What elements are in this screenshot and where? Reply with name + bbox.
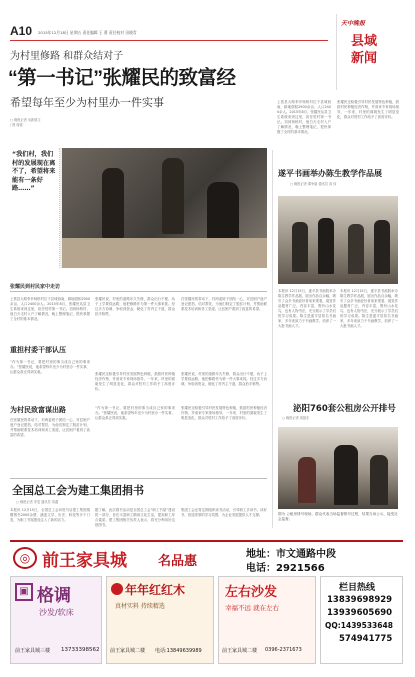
header-rule	[10, 40, 328, 41]
lead-body-col3: 在张耀民的带动下，村两委班子团结一心，对贫困户逐户登记建档，结对帮扶，为他们制定了脱贫计划，并帮助联系技术培训和务工渠道，让贫困户看到了致富的希望。	[181, 297, 267, 311]
hotline-title: 栏目热线	[339, 583, 376, 593]
bottom-body-1: 本报讯 12月15日，全国总工会向驻马店建工集团捐赠图书2000余册，涵盖文学、历史、科技等多个门类，为职工书屋建设注入了新的活力。	[10, 508, 90, 522]
photo-caption: 张耀民到村民家中走访	[10, 284, 61, 290]
lead-body-col2c: “作为第一书记，要把村里的事当成自己家的事来办。”张耀民说，他希望每年至少为村里办一件实事，让群众真正得到实惠。	[95, 406, 175, 420]
court-figure-2	[334, 445, 358, 505]
section-brand	[336, 14, 398, 90]
address-label: 地址：	[246, 549, 276, 560]
ad-area	[10, 540, 403, 670]
lead-body-col3b: 张耀民说，村里的道路年久失修，群众出行不便，孩子上学要绕远路，他把修路作为第一件大事来抓。经过多方协调，争取到资金，硬化了村内主干道，群众拍手称赞。	[181, 372, 267, 386]
lead-byline: □ 晚报记者 吴新德文 / 图 周强	[10, 118, 41, 127]
address-line	[246, 545, 336, 560]
brand3-box	[218, 576, 316, 664]
lead-body-col2b: 张耀民还积极引导村民发展特色种植，鼓励村民种植经济作物，并请来专家现场指导，一年来，村里的面貌发生了明显变化，群众对驻村工作给予了高度评价。	[95, 372, 175, 391]
lead-body-col3c: 张耀民还积极引导村民发展特色种植，鼓励村民种植经济作物，并请来专家现场指导，一年来，村里的面貌发生了明显变化，群众对驻村工作给予了高度评价。	[181, 406, 267, 420]
photo-figure-2	[162, 158, 184, 234]
brand1-store: 前王家具城三楼	[15, 648, 51, 654]
hotline-qq: QQ:1439533648	[325, 621, 393, 630]
hotline-number-1: 13839698929	[327, 595, 393, 605]
court-byline: □ 晚报记者 周振东	[282, 416, 310, 420]
bottom-byline: □ 晚报记者 李雯 通讯员 刘鑫	[16, 500, 59, 504]
column-divider	[272, 150, 273, 528]
lead-title: “第一书记”张耀民的致富经	[8, 67, 236, 89]
photo-figure-3	[207, 182, 239, 242]
lead-photo-block	[10, 148, 267, 268]
art-figure-2	[318, 218, 334, 274]
bottom-body-2: 据了解，此次捐书活动是全国总工会“职工书屋”建设的一部分，旨在丰富职工精神文化生活，提高职工综合素质。建工集团相关负责人表示，将充分利用好这批图书。	[95, 508, 175, 527]
page-code: A10	[10, 24, 33, 38]
hotline-number-2: 13939605690	[327, 608, 393, 618]
brand3-store: 前王家具城二楼	[222, 648, 258, 654]
art-figure-4	[374, 220, 390, 274]
brand3-sub: 幸福不远 就在左右	[225, 604, 280, 612]
brand1-phone: 13733398562	[61, 647, 100, 653]
lead-body-col1c: 在张耀民的带动下，村两委班子团结一心，对贫困户逐户登记建档，结对帮扶，为他们制定了脱贫计划，并帮助联系技术培训和务工渠道，让贫困户看到了致富的希望。	[10, 418, 90, 437]
court-figure-3	[370, 455, 388, 505]
phone-line	[246, 559, 325, 574]
lead-kicker: 为村里修路 和群众结对子	[10, 51, 124, 62]
hotline-number-3: 574941775	[339, 634, 393, 644]
photo-figure-1	[102, 168, 124, 238]
court-title: 泌阳760套公租房公开排号	[293, 404, 396, 414]
page-header	[10, 26, 310, 40]
right-top-text-2: 张耀民还积极引导村民发展特色种植，鼓励村民种植经济作物，并请来专家现场指导，一年来，村里的面貌发生了明显变化，群众对驻村工作给予了高度评价。	[337, 100, 399, 119]
court-figure-1	[298, 457, 316, 503]
lead-body-col2: 张耀民说，村里的道路年久失修，群众出行不便，孩子上学要绕远路，他把修路作为第一件大事来抓。经过多方协调，争取到资金，硬化了村内主干道，群众拍手称赞。	[95, 297, 175, 316]
brand2-box	[106, 576, 214, 664]
furniture-name: 前王家具城	[42, 551, 127, 570]
art-body-1: 本报讯 12月15日，遂平县书画院举办陈生教学作品展，展出作品百余幅，吸引了众多书画爱好者前来观看，展览作品题材广泛，内容丰富，既有山水花鸟，也有人物书法，充分展示了学员们的学习成果。陈生是遂平县知名书画家，多年来致力于书画教学，培养了一大批书画人才。	[278, 289, 336, 328]
art-body-2: 本报讯 12月15日，遂平县书画院举办陈生教学作品展，展出作品百余幅，吸引了众多书画爱好者前来观看，展览作品题材广泛，内容丰富，既有山水花鸟，也有人物书法，充分展示了学员们的学习成果。陈生是遂平县知名书画家，多年来致力于书画教学，培养了一大批书画人才。	[340, 289, 398, 328]
address-value: 市文通路中段	[276, 549, 336, 560]
brand3-phone: 0396-2371673	[265, 647, 302, 653]
bottom-title: 全国总工会为建工集团捐书	[12, 484, 144, 497]
lead-photo	[62, 148, 267, 268]
brand1-sub: 沙发/软床	[39, 608, 74, 617]
brand2-sub: 真材实料 持续精选	[115, 603, 165, 610]
lead-body-col1b: “作为第一书记，要把村里的事当成自己家的事来办。”张耀民说，他希望每年至少为村里办一件实事，让群众真正得到实惠。	[10, 360, 90, 374]
brand-newspaper: 天中晚报	[341, 20, 366, 27]
caption-rule	[10, 291, 267, 292]
sub-section-title-1: 重担村委干部认压	[10, 346, 66, 354]
bottom-rule	[10, 478, 267, 479]
art-figure-1	[292, 222, 308, 272]
header-meta: 2015年12月18日 星期五 责任编辑 王 曹 责任校对 田晓青	[38, 30, 137, 35]
brand2-name: 年年红红木	[125, 583, 186, 597]
art-photo	[278, 196, 398, 284]
art-byline: □ 晚报记者 谭争丽 通讯员 高 伟	[290, 182, 337, 186]
brand-title: 县域新闻	[351, 33, 378, 65]
brand1-name: 格调	[37, 586, 71, 606]
art-figure-3	[348, 224, 364, 274]
phone-label: 电话：	[246, 563, 276, 574]
pull-quote: “我们村，我们村的发展现在离不了，希望将来能有一条好路……”	[10, 148, 60, 268]
photo-ground	[62, 238, 267, 268]
phone-value: 2921566	[276, 563, 325, 574]
sub-section-title-2: 为村民致富谋出路	[10, 406, 66, 414]
brand2-logo-icon	[111, 583, 123, 595]
furniture-slogan: 名品惠	[158, 554, 198, 569]
art-title: 遂平书画举办陈生教学作品展	[278, 169, 382, 178]
lead-subtitle: 希望每年至少为村里办一件实事	[10, 96, 164, 109]
lead-body-col1: 上蔡县大路李乡杨桥村位于县城西南，耕地面积2900余亩，人口2400余人。2015年8月，张耀民从县卫生系统来到这里，担任驻村第一书记。初到杨桥村，他白天走村入户了解情况，晚上整理笔记，很快掌握了全村的基本情况。	[10, 297, 90, 321]
bottom-body-3: 集团工会还将定期组织读书活动，引导职工多读书、读好书，营造浓厚的学习氛围，为企业发展提供人才支撑。	[181, 508, 267, 517]
brand3-name: 左右沙发	[225, 585, 278, 600]
right-top-text: 上蔡县大路李乡杨桥村位于县城西南，耕地面积2900余亩，人口2400余人。2015年8月，张耀民从县卫生系统来到这里，担任驻村第一书记。初到杨桥村，他白天走村入户了解情况，晚上整理笔记，很快掌握了全村的基本情况。	[277, 100, 331, 134]
court-photo	[278, 427, 398, 509]
brand1-box	[10, 576, 102, 664]
furniture-logo-icon: ◎	[13, 547, 37, 569]
brand2-store: 前王家具城二楼	[110, 648, 146, 654]
hotline-box	[320, 576, 403, 664]
brand2-phone: 电话:13849639989	[155, 648, 202, 654]
court-caption: 图为 公租房排号现场，群众代表当场监督排号过程，结果当场公示，接受社会监督。	[278, 512, 398, 521]
brand1-logo-icon: ▣	[15, 583, 33, 601]
